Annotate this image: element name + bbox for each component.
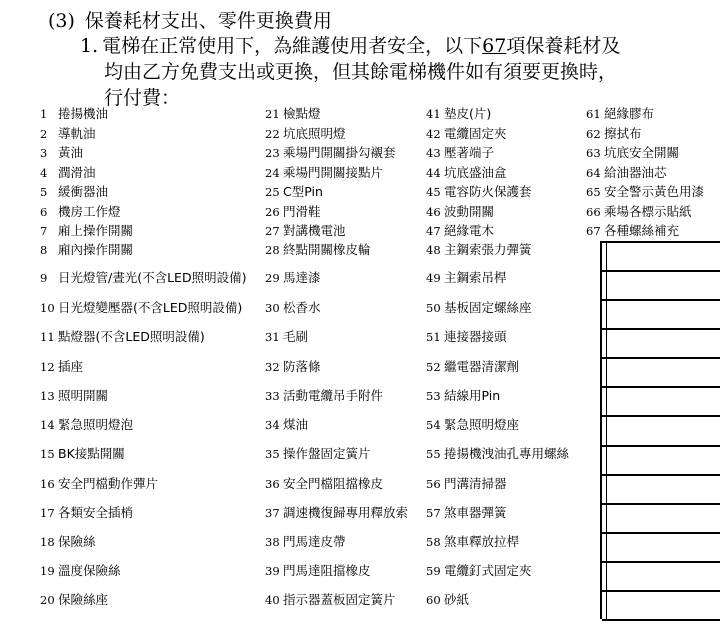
list-item [265, 503, 408, 521]
list-item [265, 357, 321, 375]
item-label: 乘場門開關接點片 [283, 164, 384, 180]
list-item [426, 444, 569, 462]
list-item [40, 474, 158, 492]
item-number: 16 [40, 477, 55, 491]
list-item [265, 444, 371, 462]
list-item [426, 163, 507, 181]
list-item [586, 143, 679, 161]
item-number: 30 [265, 301, 280, 315]
item-label: 乘場門開關掛勾襯套 [283, 145, 396, 160]
item-number: 33 [265, 389, 280, 403]
item-label: 毛刷 [283, 329, 309, 344]
item-label: 坑底安全開關 [604, 145, 680, 160]
item-number: 29 [265, 271, 280, 285]
list-item [40, 182, 108, 200]
item-label: 電容防火保護套 [444, 184, 532, 199]
item-label: 擦拭布 [604, 125, 642, 141]
item-label: 波動開關 [444, 203, 495, 219]
list-item [265, 182, 323, 200]
item-number: 21 [265, 107, 280, 121]
item-label: 插座 [58, 359, 84, 374]
item-number: 44 [426, 165, 441, 180]
list-item [40, 240, 133, 258]
item-number: 65 [586, 185, 601, 199]
item-label: 日光燈變壓器(不含LED照明設備) [58, 300, 243, 315]
item-label: 各類安全插梢 [58, 505, 134, 520]
grid-row [602, 417, 720, 446]
item-number: 40 [265, 593, 280, 607]
list-item [265, 202, 321, 220]
item-number: 25 [265, 185, 280, 199]
list-item [586, 202, 692, 220]
grid-row [602, 505, 720, 534]
item-label: 防落條 [283, 359, 321, 374]
item-number: 8 [40, 243, 48, 257]
grid-row [602, 388, 720, 417]
list-item [265, 415, 308, 433]
item-number: 58 [426, 535, 441, 549]
list-item [40, 268, 246, 286]
item-label: 活動電纜吊手附件 [283, 388, 384, 403]
item-label: 機房工作燈 [58, 203, 121, 219]
grid-row [602, 534, 720, 563]
item-label: 主鋼索張力彈簧 [444, 242, 532, 257]
list-item [265, 327, 308, 345]
item-label: 連接器接頭 [444, 329, 507, 344]
item-label: 溫度保險絲 [58, 563, 121, 578]
list-item [40, 590, 108, 608]
item-label: 電纜釘式固定夾 [444, 563, 532, 578]
item-number: 27 [265, 224, 280, 238]
item-number: 42 [426, 126, 441, 141]
item-label: 絕緣電木 [444, 223, 495, 238]
item-number: 18 [40, 535, 55, 549]
item-label: 安全門檔阻擋橡皮 [283, 476, 384, 491]
list-item [426, 532, 519, 550]
list-item [40, 532, 96, 550]
item-label: 門馬達皮帶 [283, 534, 346, 549]
list-item [265, 298, 321, 316]
list-item [40, 143, 83, 161]
item-number: 4 [40, 165, 48, 180]
section-number: (3) [48, 10, 75, 32]
section-title: 保養耗材支出、零件更換費用 [84, 10, 332, 32]
item-label: 導軌油 [58, 125, 96, 141]
item-number: 17 [40, 506, 55, 520]
item-label: 門溝清掃器 [444, 476, 507, 491]
item-number: 39 [265, 564, 280, 578]
item-number: 63 [586, 146, 601, 160]
list-item [40, 221, 133, 239]
list-item [265, 268, 321, 286]
item-number: 26 [265, 204, 280, 219]
item-number: 66 [586, 204, 601, 219]
list-item [40, 298, 242, 316]
grid-row [602, 272, 720, 301]
list-item [265, 221, 346, 239]
list-item [40, 444, 125, 462]
list-item [426, 415, 519, 433]
item-label: 電纜固定夾 [444, 125, 507, 141]
item-label: 保險絲 [58, 534, 96, 549]
item-label: 對講機電池 [283, 223, 346, 238]
list-item [40, 503, 133, 521]
item-number: 7 [40, 224, 48, 238]
item-label: 捲揚機洩油孔專用螺絲 [444, 446, 570, 461]
clause-number: 1. [80, 35, 99, 57]
item-number: 28 [265, 243, 280, 257]
item-label: 各種螺絲補充 [604, 223, 680, 238]
item-number: 64 [586, 165, 601, 180]
item-label: 捲揚機油 [58, 106, 109, 121]
list-item [40, 386, 108, 404]
item-number: 57 [426, 506, 441, 520]
item-label: 安全警示黃色用漆 [604, 184, 705, 199]
item-label: 照明開關 [58, 388, 109, 403]
item-number: 11 [40, 330, 55, 344]
item-number: 48 [426, 243, 441, 257]
item-label: 廂內操作開關 [58, 242, 134, 257]
list-item [265, 386, 383, 404]
item-number: 13 [40, 389, 55, 403]
item-number: 15 [40, 447, 55, 461]
list-item [426, 503, 507, 521]
item-number: 52 [426, 360, 441, 374]
list-item [426, 298, 532, 316]
list-item [40, 163, 96, 181]
item-label: 給油器油芯 [604, 164, 667, 180]
grid-row [602, 243, 720, 272]
list-item [426, 327, 507, 345]
item-label: 點燈器(不含LED照明設備) [58, 329, 205, 344]
item-number: 22 [265, 126, 280, 141]
item-label: 安全門檔動作彈片 [58, 476, 159, 491]
list-item [586, 104, 654, 122]
item-number: 9 [40, 271, 48, 285]
item-number: 62 [586, 126, 601, 141]
item-label: 緊急照明燈座 [444, 417, 520, 432]
item-label: 砂紙 [444, 592, 470, 607]
item-label: 日光燈管/晝光(不含LED照明設備) [58, 270, 247, 285]
list-item [586, 163, 667, 181]
item-number: 2 [40, 126, 48, 141]
item-number: 34 [265, 418, 280, 432]
item-number: 23 [265, 146, 280, 160]
item-number: 38 [265, 535, 280, 549]
item-count: 67 [482, 35, 507, 57]
clause-paragraph [80, 33, 620, 111]
list-item [40, 327, 205, 345]
list-item [265, 163, 383, 181]
item-label: 坑底盛油盒 [444, 164, 507, 180]
list-item [426, 124, 507, 142]
item-label: C型Pin [283, 184, 323, 199]
list-item [265, 474, 383, 492]
item-label: 操作盤固定簧片 [283, 446, 371, 461]
grid-row [602, 330, 720, 359]
item-number: 5 [40, 185, 48, 199]
item-number: 49 [426, 271, 441, 285]
item-number: 6 [40, 204, 48, 219]
grid-row [602, 592, 720, 621]
item-number: 37 [265, 506, 280, 520]
grid-row [602, 301, 720, 330]
list-item [40, 415, 133, 433]
blank-table-grid [600, 241, 720, 619]
list-item [40, 561, 121, 579]
item-label: 壓著端子 [444, 145, 495, 160]
item-label: 主鋼索吊桿 [444, 270, 507, 285]
item-number: 56 [426, 477, 441, 491]
item-label: 終點開關橡皮輪 [283, 242, 371, 257]
item-label: 基板固定螺絲座 [444, 300, 532, 315]
list-item [40, 124, 96, 142]
list-item [426, 268, 507, 286]
item-number: 51 [426, 330, 441, 344]
item-label: 坑底照明燈 [283, 125, 346, 141]
item-number: 45 [426, 185, 441, 199]
item-number: 60 [426, 593, 441, 607]
list-item [586, 124, 642, 142]
clause-line3: 行付費： [104, 87, 181, 109]
item-number: 3 [40, 146, 48, 160]
list-item [426, 240, 532, 258]
list-item [426, 221, 494, 239]
list-item [265, 561, 371, 579]
item-label: 黃油 [58, 145, 84, 160]
list-item [265, 532, 346, 550]
item-number: 19 [40, 564, 55, 578]
clause-line1-pre: 電梯在正常使用下，為維護使用者安全，以下 [102, 35, 483, 57]
item-number: 20 [40, 593, 55, 607]
list-item [586, 221, 679, 239]
grid-row [602, 359, 720, 388]
section-heading [48, 6, 332, 33]
list-item [265, 124, 346, 142]
item-label: 煞車釋放拉桿 [444, 534, 520, 549]
list-item [265, 590, 396, 608]
item-number: 43 [426, 146, 441, 160]
item-number: 59 [426, 564, 441, 578]
item-label: 煤油 [283, 417, 309, 432]
list-item [40, 104, 108, 122]
item-label: 結線用Pin [444, 388, 501, 403]
item-number: 46 [426, 204, 441, 219]
item-number: 1 [40, 107, 48, 121]
list-item [265, 104, 321, 122]
item-number: 41 [426, 107, 441, 121]
item-number: 50 [426, 301, 441, 315]
grid-row [602, 447, 720, 476]
item-number: 67 [586, 224, 601, 238]
item-number: 24 [265, 165, 280, 180]
item-label: 門滑鞋 [283, 203, 321, 219]
list-item [426, 386, 500, 404]
item-label: 馬達漆 [283, 270, 321, 285]
item-number: 32 [265, 360, 280, 374]
list-item [426, 143, 494, 161]
item-label: 緊急照明燈泡 [58, 417, 134, 432]
clause-line1-post: 項保養耗材及 [506, 35, 621, 57]
item-number: 54 [426, 418, 441, 432]
list-item [426, 357, 519, 375]
list-item [40, 357, 83, 375]
list-item [426, 104, 491, 122]
list-item [426, 561, 532, 579]
grid-row [602, 563, 720, 592]
item-label: 廂上操作開關 [58, 223, 134, 238]
item-label: 繼電器清潔劑 [444, 359, 520, 374]
list-item [426, 590, 469, 608]
clause-line2: 均由乙方免費支出或更換，但其餘電梯機件如有須要更換時， [104, 61, 618, 83]
item-number: 47 [426, 224, 441, 238]
item-label: 指示器蓋板固定簧片 [283, 592, 396, 607]
item-label: 檢點燈 [283, 106, 321, 121]
list-item [40, 202, 121, 220]
item-number: 35 [265, 447, 280, 461]
item-label: 保險絲座 [58, 592, 109, 607]
item-number: 36 [265, 477, 280, 491]
item-number: 12 [40, 360, 55, 374]
list-item [426, 202, 494, 220]
item-label: 墊皮(片) [444, 106, 492, 121]
item-number: 31 [265, 330, 280, 344]
list-item [426, 474, 507, 492]
list-item [265, 143, 396, 161]
item-number: 61 [586, 107, 601, 121]
item-label: 煞車器彈簧 [444, 505, 507, 520]
item-label: 松香水 [283, 300, 321, 315]
item-label: 調速機復歸專用釋放索 [283, 505, 409, 520]
list-item [426, 182, 532, 200]
item-label: 緩衝器油 [58, 184, 109, 199]
item-number: 14 [40, 418, 55, 432]
item-label: BK接點開關 [58, 446, 125, 461]
item-label: 乘場各標示貼紙 [604, 203, 692, 219]
list-item [265, 240, 371, 258]
item-label: 門馬達阻擋橡皮 [283, 563, 371, 578]
item-number: 55 [426, 447, 441, 461]
list-item [586, 182, 704, 200]
item-number: 53 [426, 389, 441, 403]
item-label: 潤滑油 [58, 164, 96, 180]
item-number: 10 [40, 301, 55, 315]
item-label: 絕緣膠布 [604, 106, 655, 121]
grid-row [602, 476, 720, 505]
